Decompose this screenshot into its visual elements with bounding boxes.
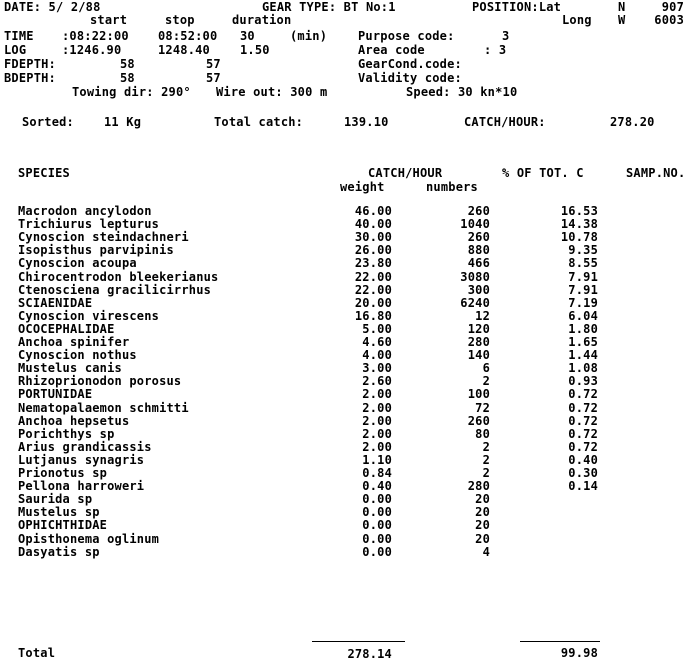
numbers-value: 260 [467,414,490,428]
pct-value: 0.72 [568,440,598,454]
numbers-value: 260 [467,230,490,244]
species-name: Cynoscion nothus [18,348,137,362]
col-pct-header: % OF TOT. C [502,166,584,180]
weight-value: 4.60 [362,335,392,349]
numbers-value: 2 [482,440,490,454]
pct-value: 1.65 [568,335,598,349]
weight-value: 4.00 [362,348,392,362]
col-start-label: start [90,13,128,27]
numbers-value: 20 [475,518,490,532]
pct-value: 7.91 [568,270,598,284]
numbers-value: 20 [475,492,490,506]
weight-value: 2.00 [362,414,392,428]
date-field: DATE: 5/ 2/88 [4,0,101,14]
species-name: Chirocentrodon bleekerianus [18,270,219,284]
weight-value: 0.40 [362,479,392,493]
weight-value: 16.80 [354,309,392,323]
species-name: Macrodon ancylodon [18,204,152,218]
log-duration: 1.50 [240,43,270,57]
weight-value: 0.00 [362,545,392,559]
species-name: Saurida sp [18,492,93,506]
pct-value: 9.35 [568,243,598,257]
time-label: TIME [4,29,34,43]
purpose-code-value: 3 [502,29,510,43]
area-code-value: : 3 [484,43,507,57]
weight-value: 26.00 [354,243,392,257]
time-stop: 08:52:00 [158,29,218,43]
species-name: Nematopalaemon schmitti [18,401,189,415]
pct-value: 6.04 [568,309,598,323]
pct-value: 1.44 [568,348,598,362]
col-species-header: SPECIES [18,166,70,180]
species-name: Anchoa spinifer [18,335,130,349]
wire-out: Wire out: 300 m [216,85,328,99]
speed: Speed: 30 kn*10 [406,85,518,99]
col-samp-header: SAMP.NO. [626,166,686,180]
fdepth-start: 58 [120,57,135,71]
species-name: Pellona harroweri [18,479,145,493]
area-code-label: Area code [358,43,425,57]
weight-value: 1.10 [362,453,392,467]
numbers-value: 140 [467,348,490,362]
weight-value: 0.00 [362,505,392,519]
bdepth-start: 58 [120,71,135,85]
pct-value: 10.78 [560,230,598,244]
numbers-value: 3080 [460,270,490,284]
pct-value: 1.08 [568,361,598,375]
species-name: Lutjanus synagris [18,453,145,467]
weight-value: 2.00 [362,387,392,401]
species-name: Cynoscion acoupa [18,256,137,270]
weight-value: 2.00 [362,427,392,441]
species-name: OCOCEPHALIDAE [18,322,115,336]
weight-value: 40.00 [354,217,392,231]
species-name: Mustelus canis [18,361,122,375]
long-value: 6003 [654,13,684,27]
fdepth-stop: 57 [206,57,221,71]
species-name: Trichiurus lepturus [18,217,160,231]
weight-value: 22.00 [354,283,392,297]
col-weight-header: weight [340,180,385,194]
species-name: Ctenosciena gracilicirrhus [18,283,212,297]
col-stop-label: stop [165,13,195,27]
weight-value: 46.00 [354,204,392,218]
numbers-value: 280 [467,479,490,493]
species-name: Isopisthus parvipinis [18,243,174,257]
species-name: Rhizoprionodon porosus [18,374,182,388]
pct-value: 0.72 [568,414,598,428]
weight-value: 0.00 [362,492,392,506]
pct-value: 14.38 [560,217,598,231]
weight-value: 0.00 [362,518,392,532]
total-weight: 278.14 [347,647,392,661]
species-name: OPHICHTHIDAE [18,518,108,532]
sorted-value: 11 Kg [104,115,142,129]
numbers-value: 80 [475,427,490,441]
pct-value: 1.80 [568,322,598,336]
numbers-value: 6 [482,361,490,375]
weight-value: 2.00 [362,440,392,454]
pct-value: 0.72 [568,427,598,441]
weight-value: 0.00 [362,532,392,546]
species-name: Cynoscion virescens [18,309,160,323]
col-catch-hour-header: CATCH/HOUR [368,166,443,180]
col-numbers-header: numbers [426,180,478,194]
weight-value: 20.00 [354,296,392,310]
weight-value: 30.00 [354,230,392,244]
weight-value: 2.60 [362,374,392,388]
species-name: Porichthys sp [18,427,115,441]
log-label: LOG [4,43,27,57]
species-name: Cynoscion steindachneri [18,230,189,244]
pct-value: 0.72 [568,387,598,401]
pct-total-rule [520,641,600,642]
species-name: Dasyatis sp [18,545,100,559]
pct-value: 7.91 [568,283,598,297]
numbers-value: 120 [467,322,490,336]
position-label: POSITION:Lat [472,0,562,14]
sorted-label: Sorted: [22,115,74,129]
weight-total-rule [312,641,405,642]
purpose-code-label: Purpose code: [358,29,455,43]
numbers-value: 4 [482,545,490,559]
weight-value: 23.80 [354,256,392,270]
pct-value: 0.40 [568,453,598,467]
catch-hour-value: 278.20 [610,115,655,129]
lat-hemisphere: N [618,0,626,14]
numbers-value: 280 [467,335,490,349]
numbers-value: 6240 [460,296,490,310]
pct-value: 7.19 [568,296,598,310]
gear-type-field: GEAR TYPE: BT No:1 [262,0,396,14]
log-stop: 1248.40 [158,43,210,57]
species-name: Anchoa hepsetus [18,414,130,428]
pct-value: 0.30 [568,466,598,480]
pct-value: 0.93 [568,374,598,388]
numbers-value: 260 [467,204,490,218]
catch-hour-label: CATCH/HOUR: [464,115,546,129]
pct-value: 0.14 [568,479,598,493]
species-name: Opisthonema oglinum [18,532,160,546]
weight-value: 5.00 [362,322,392,336]
pct-value: 8.55 [568,256,598,270]
species-name: SCIAENIDAE [18,296,93,310]
log-start: :1246.90 [62,43,122,57]
total-pct: 99.98 [560,646,598,660]
weight-value: 2.00 [362,401,392,415]
species-name: PORTUNIDAE [18,387,93,401]
col-duration-label: duration [232,13,292,27]
towing-direction: Towing dir: 290° [72,85,191,99]
weight-value: 3.00 [362,361,392,375]
numbers-value: 20 [475,505,490,519]
species-name: Arius grandicassis [18,440,152,454]
numbers-value: 2 [482,453,490,467]
fdepth-label: FDEPTH: [4,57,56,71]
pct-value: 16.53 [560,204,598,218]
time-duration: 30 [240,29,255,43]
weight-value: 0.84 [362,466,392,480]
bdepth-stop: 57 [206,71,221,85]
numbers-value: 466 [467,256,490,270]
time-unit: (min) [290,29,328,43]
numbers-value: 100 [467,387,490,401]
long-label: Long [562,13,592,27]
numbers-value: 2 [482,466,490,480]
numbers-value: 880 [467,243,490,257]
time-start: :08:22:00 [62,29,129,43]
gearcond-code-label: GearCond.code: [358,57,462,71]
numbers-value: 12 [475,309,490,323]
species-name: Mustelus sp [18,505,100,519]
numbers-value: 72 [475,401,490,415]
pct-value: 0.72 [568,401,598,415]
validity-code-label: Validity code: [358,71,462,85]
bdepth-label: BDEPTH: [4,71,56,85]
species-name: Prionotus sp [18,466,108,480]
total-catch-value: 139.10 [344,115,389,129]
long-hemisphere: W [618,13,626,27]
weight-value: 22.00 [354,270,392,284]
numbers-value: 2 [482,374,490,388]
numbers-value: 300 [467,283,490,297]
numbers-value: 1040 [460,217,490,231]
total-label: Total [18,646,56,660]
numbers-value: 20 [475,532,490,546]
total-catch-label: Total catch: [214,115,304,129]
lat-value: 907 [661,0,684,14]
